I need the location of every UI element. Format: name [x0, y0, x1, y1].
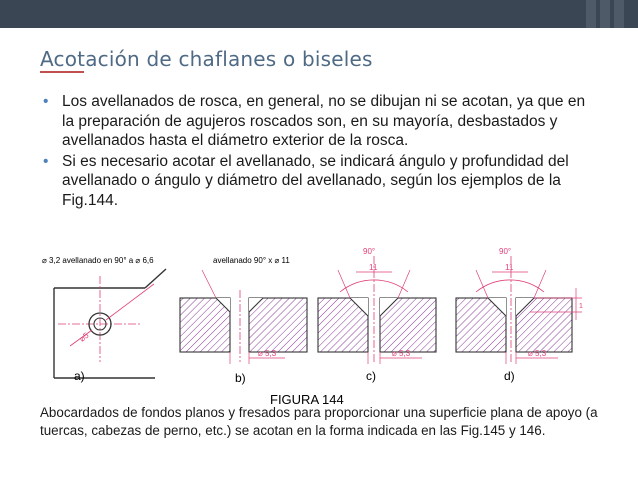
panel-d-drawing [456, 247, 583, 383]
panel-a-label-top: ⌀ 3,2 avellanado en 90° a ⌀ 6,6 [42, 256, 154, 265]
bullet-text: Si es necesario acotar el avellanado, se indicará ángulo y profundidad del avellanado o ángulo y diámetro del avellanado, según los ejemplos de la Fig.144. [62, 152, 569, 209]
top-bar-segment [586, 0, 596, 28]
top-bar-segment [600, 0, 610, 28]
panel-b-hole-label: ⌀ 5,3 [258, 349, 277, 358]
bullet-text: Los avellanados de rosca, en general, no se dibujan ni se acotan, ya que en la preparación de agujeros roscados son, en su mayoría, desbastados y avellanados hasta el diámetro exterior de la rosca. [62, 93, 586, 150]
panel-d-angle-label: 90° [499, 247, 512, 256]
panel-c-caption: c) [366, 369, 376, 383]
panel-c-angle-label: 90° [363, 247, 376, 256]
figure-caption: FIGURA 144 [270, 392, 344, 407]
slide-title: Acotación de chaflanes o biseles [40, 47, 373, 71]
panel-c-width-label: 11 [369, 263, 378, 272]
panel-d-caption: d) [504, 369, 515, 383]
figure-144-drawing [30, 246, 590, 396]
bullet-dot: • [43, 93, 49, 110]
panel-b-drawing [180, 256, 307, 385]
top-bar [0, 0, 638, 28]
panel-c-hole-label: ⌀ 5,3 [392, 349, 411, 358]
panel-a-caption: a) [74, 369, 85, 383]
panel-b-caption: b) [235, 371, 246, 385]
panel-d-depth-label: 1 [579, 303, 583, 310]
title-accent-line [40, 71, 84, 73]
footer-paragraph: Abocardados de fondos planos y fresados para proporcionar una superficie plana de apoyo (a tuercas, cabezas de perno, etc.) se acotan en la forma indicada en las Fig.145 y 146. [40, 405, 598, 438]
panel-a-diameter-label: ⌀5 [77, 330, 91, 344]
top-bar-segment [614, 0, 624, 28]
panel-b-label-top: avellanado 90° x ⌀ 11 [213, 256, 290, 265]
panel-c-drawing [318, 247, 436, 383]
panel-a-drawing [42, 256, 166, 383]
bullet-item [40, 92, 600, 151]
panel-d-width-label: 11 [505, 263, 514, 272]
bullet-item [40, 152, 600, 211]
bullet-dot: • [43, 152, 49, 170]
bullet-list [40, 92, 600, 212]
panel-d-hole-label: ⌀ 5,3 [528, 349, 547, 358]
